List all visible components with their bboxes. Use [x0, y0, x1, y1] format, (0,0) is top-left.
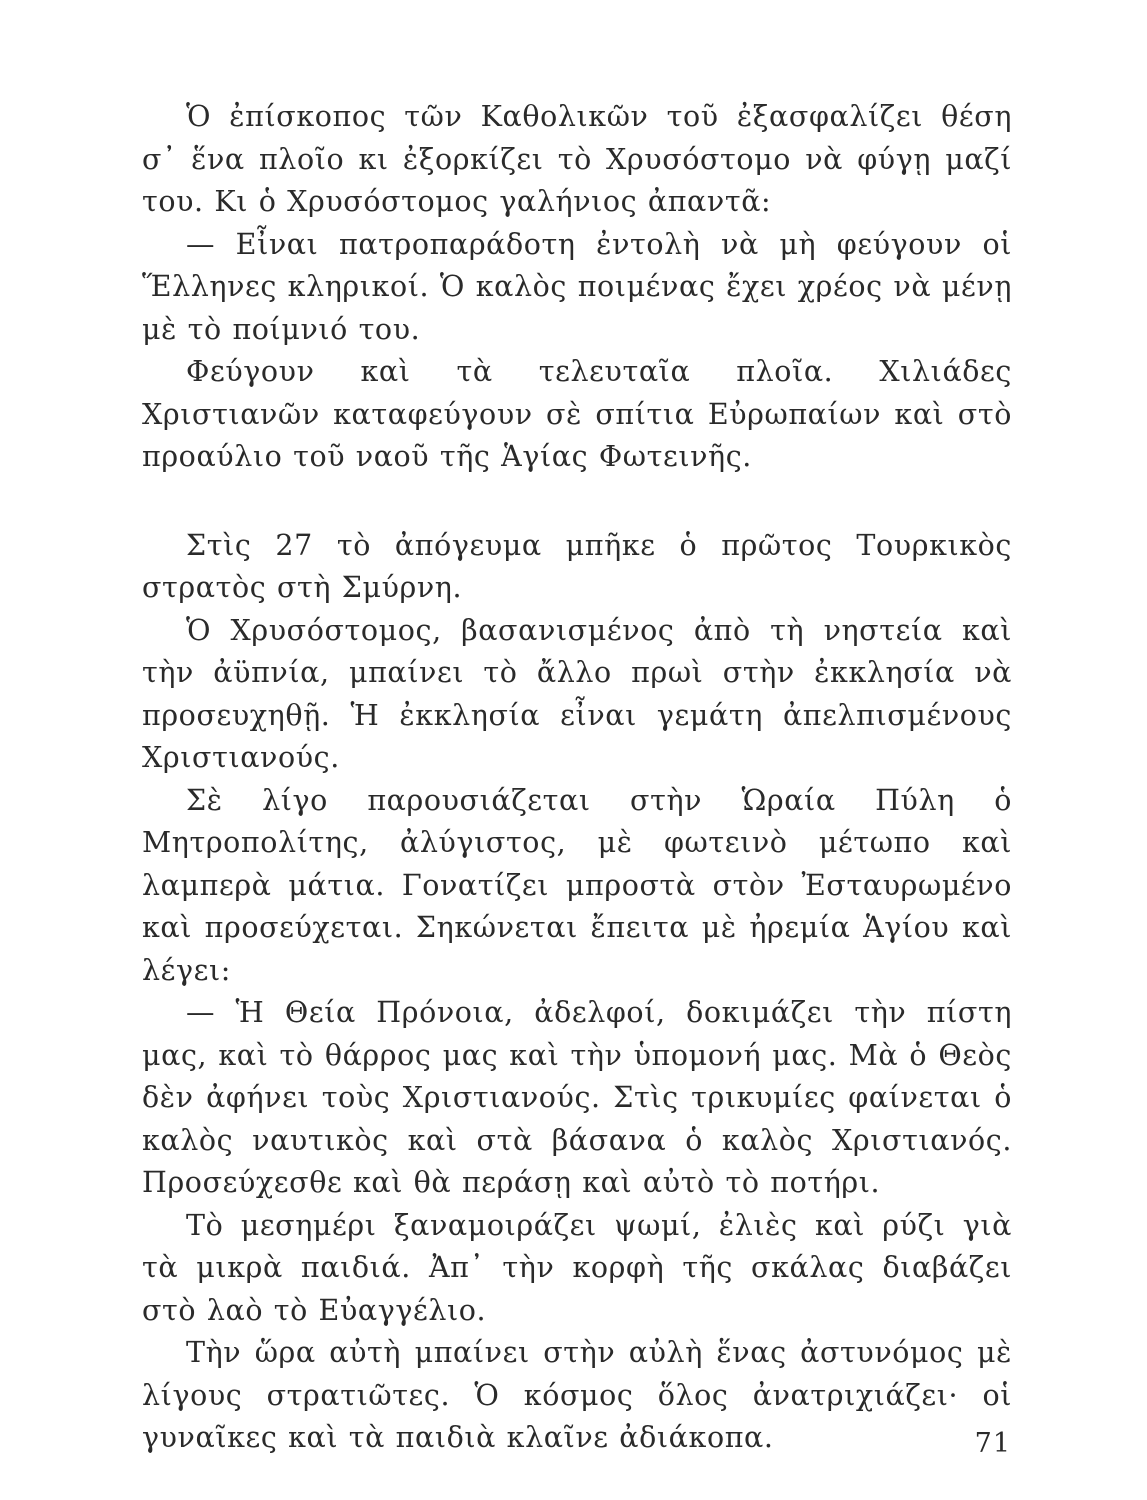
paragraph-police: Τὴν ὥρα αὐτὴ μπαίνει στὴν αὐλὴ ἕνας ἀστυνόμος μὲ λίγους στρατιῶτες. Ὁ κόσμος ὅλος ἀνατριχιάζει· οἱ γυναῖκες καὶ τὰ παιδιὰ κλαῖνε ἀδιάκοπα. — [142, 1336, 1012, 1454]
paragraph-noon: Τὸ μεσημέρι ξαναμοιράζει ψωμί, ἐλιὲς καὶ ρύζι γιὰ τὰ μικρὰ παιδιά. Ἀπ᾿ τὴν κορφὴ τῆς σκάλας διαβάζει στὸ λαὸ τὸ Εὐαγγέλιο. — [142, 1208, 1012, 1327]
body-text — [142, 96, 1012, 1460]
paragraph-church-prayer: Ὁ Χρυσόστομος, βασανισμένος ἀπὸ τὴ νηστεία καὶ τὴν ἀϋπνία, μπαίνει τὸ ἄλλο πρωὶ στὴν ἐκκλησία νὰ προσευχηθῇ. Ἡ ἐκκλησία εἶναι γεμάτη ἀπελπισμένους Χριστιανούς. — [142, 613, 1012, 774]
paragraph-chrysostomos-reply: — Εἶναι πατροπαράδοτη ἐντολὴ νὰ μὴ φεύγουν οἱ Ἕλληνες κληρικοί. Ὁ καλὸς ποιμένας ἔχει χρέος νὰ μένῃ μὲ τὸ ποίμνιό του. — [142, 227, 1012, 346]
paragraph-sermon: — Ἡ Θεία Πρόνοια, ἀδελφοί, δοκιμάζει τὴν πίστη μας, καὶ τὸ θάρρος μας καὶ τὴν ὑπομονή μας. Μὰ ὁ Θεὸς δὲν ἀφήνει τοὺς Χριστιανούς. Στὶς τρικυμίες φαίνεται ὁ καλὸς ναυτικὸς καὶ στὰ βάσανα ὁ καλὸς Χριστιανός. Προσεύχεσθε καὶ θὰ περάσῃ καὶ αὐτὸ τὸ ποτήρι. — [142, 996, 1012, 1199]
paragraph-last-ships: Φεύγουν καὶ τὰ τελευταῖα πλοῖα. Χιλιάδες Χριστιανῶν καταφεύγουν σὲ σπίτια Εὐρωπαίων καὶ στὸ προαύλιο τοῦ ναοῦ τῆς Ἁγίας Φωτεινῆς. — [142, 355, 1012, 473]
paragraph-turkish-army: Στὶς 27 τὸ ἀπόγευμα μπῆκε ὁ πρῶτος Τουρκικὸς στρατὸς στὴ Σμύρνη. — [142, 528, 1012, 604]
paragraph-metropolitan: Σὲ λίγο παρουσιάζεται στὴν Ὡραία Πύλη ὁ Μητροπολίτης, ἀλύγιστος, μὲ φωτεινὸ μέτωπο καὶ λαμπερὰ μάτια. Γονατίζει μπροστὰ στὸν Ἐσταυρωμένο καὶ προσεύχεται. Σηκώνεται ἔπειτα μὲ ἠρεμία Ἁγίου καὶ λέγει: — [142, 783, 1012, 987]
page-number: 71 — [974, 1428, 1011, 1459]
paragraph-bishop-offer: Ὁ ἐπίσκοπος τῶν Καθολικῶν τοῦ ἐξασφαλίζει θέση σ᾿ ἕνα πλοῖο κι ἐξορκίζει τὸ Χρυσόστομο νὰ φύγῃ μαζί του. Κι ὁ Χρυσόστομος γαλήνιος ἀπαντᾶ: — [142, 100, 1012, 218]
